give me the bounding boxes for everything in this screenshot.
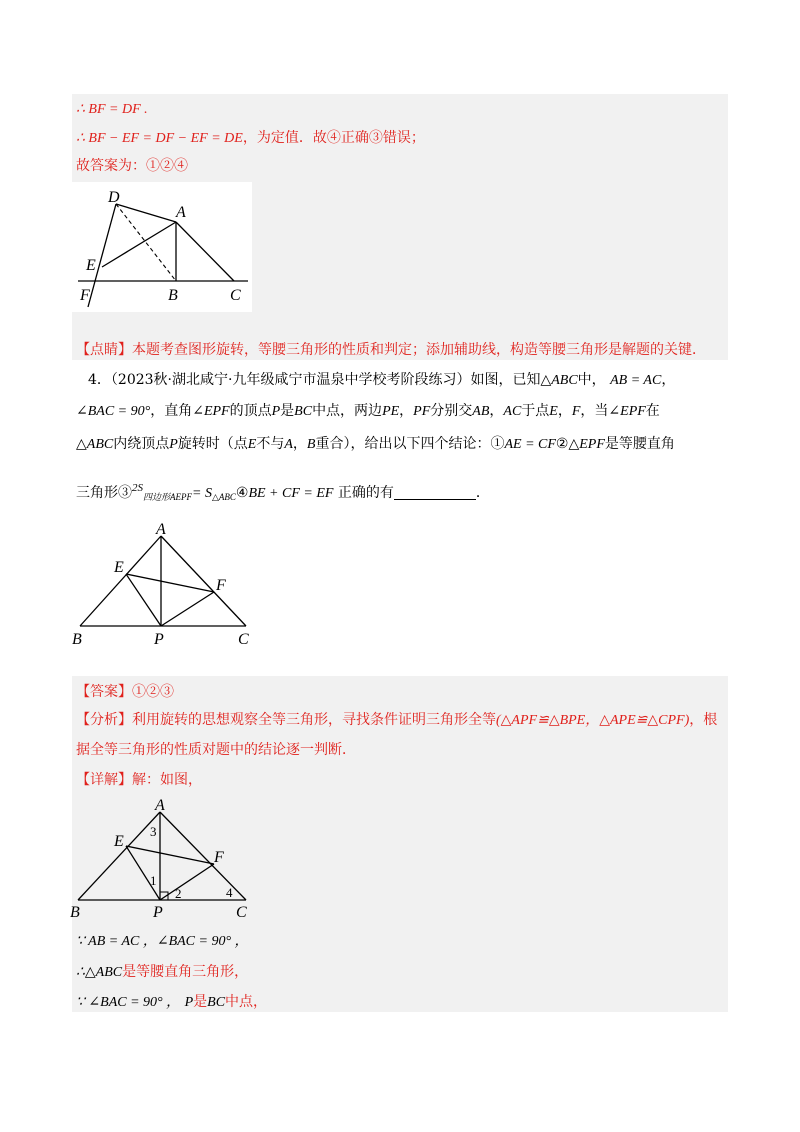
figure-detail — [68, 796, 258, 924]
label-P: P — [153, 904, 163, 921]
label-C: C — [238, 631, 249, 648]
solution-line-2: ∴ BF − EF = DF − EF = DE，为定值．故④正确③错误； — [76, 130, 425, 146]
label-C: C — [230, 287, 241, 304]
angle-label-1: 1 — [150, 873, 157, 888]
figure-previous — [72, 182, 252, 312]
detail-line-2: ∴△ABC是等腰直角三角形， — [76, 964, 249, 980]
comment-line: 【点睛】本题考查图形旋转，等腰三角形的性质和判定；添加辅助线，构造等腰三角形是解题的关键． — [76, 342, 706, 358]
label-P: P — [154, 631, 164, 648]
label-B: B — [70, 904, 80, 921]
angle-label-3: 3 — [150, 824, 157, 839]
label-E: E — [114, 559, 124, 576]
problem-4-line-2: ∠BAC = 90°，直角∠EPF的顶点P是BC中点，两边PE，PF分别交AB，AC于点E，F，当∠EPF在 — [76, 403, 660, 419]
label-E: E — [86, 257, 96, 274]
detail-line-3: ∵ ∠BAC = 90° ， P是BC中点， — [76, 994, 268, 1010]
label-A: A — [155, 797, 165, 814]
analysis-line-1: 【分析】利用旋转的思想观察全等三角形，寻找条件证明三角形全等(△APF≌△BPE，△APE≌△CPF)，根 — [76, 712, 718, 728]
label-F: F — [216, 577, 226, 594]
problem-4-line-1: 4．（2023秋·湖北咸宁·九年级咸宁市温泉中学校考阶段练习）如图，已知△ABC中， AB = AC， — [88, 372, 676, 388]
solution-line-3: 故答案为：①②④ — [76, 158, 188, 174]
analysis-line-2: 据全等三角形的性质对题中的结论逐一判断． — [76, 742, 356, 758]
detail-line-1: ∵ AB = AC ，∠BAC = 90° ， — [76, 934, 249, 949]
answer-blank — [394, 485, 476, 500]
label-C: C — [236, 904, 247, 921]
angle-label-4: 4 — [226, 885, 233, 900]
solution-line-1: ∴ BF = DF . — [76, 102, 148, 117]
label-B: B — [168, 287, 178, 304]
label-A: A — [156, 521, 166, 538]
problem-4-line-3: △ABC内绕顶点P旋转时（点E不与A，B重合），给出以下四个结论：①AE = CF②△EPF是等腰直角 — [76, 436, 675, 452]
label-D: D — [108, 189, 120, 206]
answer-line: 【答案】①②③ — [76, 684, 174, 700]
detail-line: 【详解】解：如图， — [76, 772, 202, 788]
label-F: F — [214, 849, 224, 866]
label-F: F — [80, 287, 90, 304]
angle-label-2: 2 — [175, 886, 182, 901]
problem-4-line-4: 三角形③$^{2S}_{四边形AEPF}$= $S_{\triangle ABC}④BE$ + CF = EF 正确的有 ． — [76, 482, 490, 502]
label-A: A — [176, 204, 186, 221]
figure-problem-4 — [68, 520, 258, 648]
label-B: B — [72, 631, 82, 648]
label-E: E — [114, 833, 124, 850]
